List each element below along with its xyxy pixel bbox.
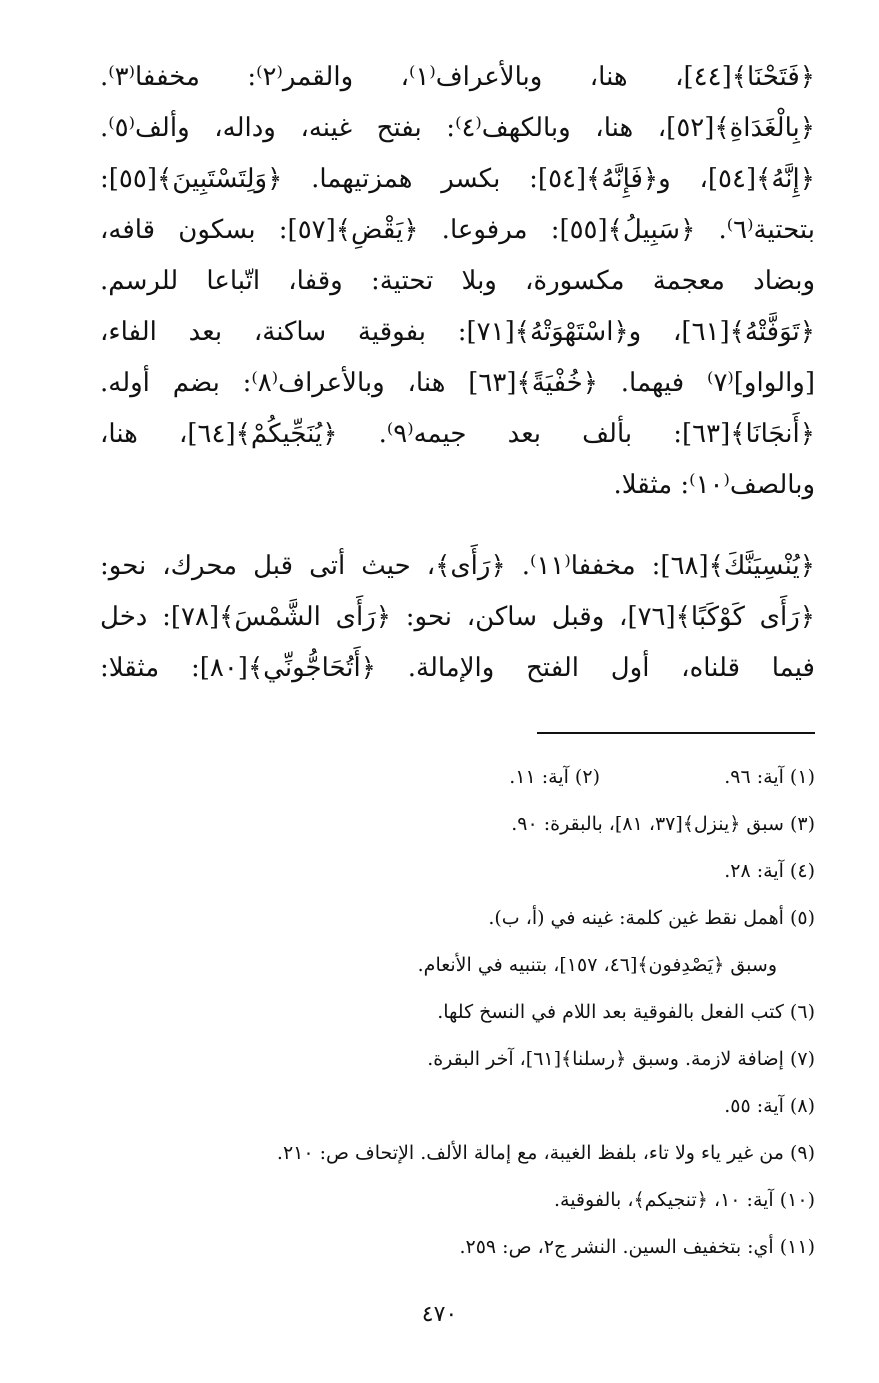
text-line: ﴿تَوَفَّتْهُ﴾[٦١]، و﴿اسْتَهْوَتْهُ﴾[٧١]: بفوقية ساكنة، بعد الفاء، (100, 317, 815, 347)
footnote-2: (٢) آية: ١١. (509, 766, 600, 788)
text-line: ﴿إِنَّهُ﴾[٥٤]، و﴿فَإِنَّهُ﴾[٥٤]: بكسر همزتيهما. ﴿وَلِتَسْتَبِينَ﴾[٥٥]: (100, 164, 815, 194)
footnote-separator (537, 732, 815, 734)
paragraph-gap (100, 511, 815, 541)
footnote-5: (٥) أهمل نقط غين كلمة: غينه في (أ، ب). (488, 907, 815, 929)
text-line: ﴿أَنجَانَا﴾[٦٣]: بألف بعد جيمه⁽٩⁾. ﴿يُنَجِّيكُمْ﴾[٦٤]، هنا، (100, 419, 815, 449)
text-line: ﴿يُنْسِيَنَّكَ﴾[٦٨]: مخففا⁽١١⁾. ﴿رَأَى﴾، حيث أتى قبل محرك، نحو: (100, 551, 815, 581)
page-number: ٤٧٠ (421, 1302, 458, 1327)
text-line: [والواو]⁽٧⁾ فيهما. ﴿خُفْيَةً﴾[٦٣] هنا، وبالأعراف⁽٨⁾: بضم أوله. (100, 368, 815, 398)
footnote-3: (٣) سبق ﴿ينزل﴾[٣٧، ٨١]، بالبقرة: ٩٠. (511, 813, 815, 835)
footnote-4: (٤) آية: ٢٨. (724, 860, 815, 882)
text-line: وبالصف⁽١٠⁾: مثقلا. (613, 470, 815, 500)
footnote-row (100, 754, 815, 801)
text-line: ﴿رَأَى كَوْكَبًا﴾[٧٦]، وقبل ساكن، نحو: ﴿رَأَى الشَّمْسَ﴾[٧٨]: دخل (100, 602, 815, 632)
main-text (100, 52, 815, 694)
footnote-5-continued: وسبق ﴿يَصْدِفون﴾[٤٦، ١٥٧]، بتنبيه في الأنعام. (417, 954, 777, 976)
text-line: فيما قلناه، أول الفتح والإمالة. ﴿أَتُحَاجُّونِّي﴾[٨٠]: مثقلا: (100, 653, 815, 683)
footnote-8: (٨) آية: ٥٥. (724, 1095, 815, 1117)
text-line: ﴿بِالْغَدَاةِ﴾[٥٢]، هنا، وبالكهف⁽٤⁾: بفتح غينه، وداله، وألف⁽٥⁾. (100, 113, 815, 143)
footnote-6: (٦) كتب الفعل بالفوقية بعد اللام في النسخ كلها. (437, 1001, 815, 1023)
footnote-7: (٧) إضافة لازمة. وسبق ﴿رسلنا﴾[٦١]، آخر البقرة. (427, 1048, 815, 1070)
footnote-10: (١٠) آية: ١٠، ﴿تنجيكم﴾، بالفوقية. (553, 1189, 815, 1211)
footnotes (100, 754, 815, 1271)
footnote-11: (١١) أي: بتخفيف السين. النشر ج٢، ص: ٢٥٩. (459, 1236, 815, 1258)
footnote-9: (٩) من غير ياء ولا تاء، بلفظ الغيبة، مع إمالة الألف. الإتحاف ص: ٢١٠. (276, 1142, 815, 1164)
text-line: ﴿فَتَحْنَا﴾[٤٤]، هنا، وبالأعراف⁽١⁾، والقمر⁽٢⁾: مخففا⁽٣⁾. (100, 62, 815, 92)
text-line: وبضاد معجمة مكسورة، وبلا تحتية: وقفا، اتّباعا للرسم. (100, 266, 815, 296)
footnote-1: (١) آية: ٩٦. (724, 766, 815, 788)
text-line: بتحتية⁽٦⁾. ﴿سَبِيلُ﴾[٥٥]: مرفوعا. ﴿يَقْضِ﴾[٥٧]: بسكون قافه، (100, 215, 815, 245)
